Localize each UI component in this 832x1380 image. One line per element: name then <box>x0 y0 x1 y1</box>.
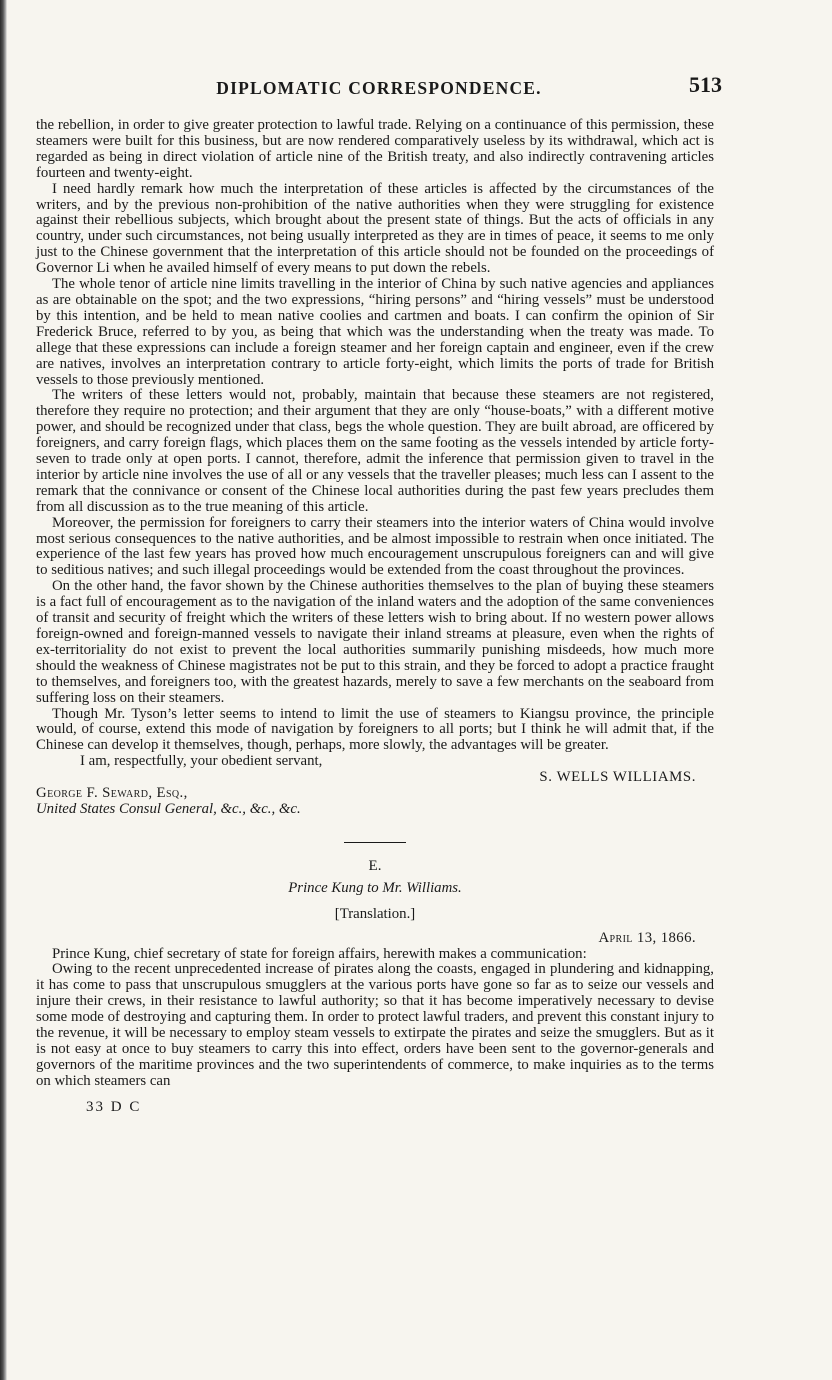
addressee-title: United States Consul General, &c., &c., &c. <box>36 800 301 817</box>
translation-note: [Translation.] <box>334 905 416 922</box>
paragraph: Though Mr. Tyson’s letter seems to intend to limit the use of steamers to Kiangsu province, the principle would, of course, extend this mode of navigation by foreigners to all ports; but I think he will admit that, if the Chinese can develop it themselves, though, perhaps, more slowly, the advantages will be greater. <box>36 705 714 754</box>
section-heading: Prince Kung to Mr. Williams. <box>288 879 462 896</box>
paragraph: Prince Kung, chief secretary of state for foreign affairs, herewith makes a communication: <box>52 945 587 962</box>
printer-signature-mark: 33 D C <box>86 1098 142 1115</box>
page-spine-shadow <box>0 0 7 1380</box>
letter-date: April 13, 1866. <box>598 929 696 946</box>
page-number: 513 <box>689 72 722 97</box>
paragraph: the rebellion, in order to give greater protection to lawful trade. Relying on a continuance of this permission, these steamers were built for this business, but are now rendered comparatively useless by its withdrawal, which act is regarded as being in direct violation of article nine of the British treaty, and also indirectly contravening articles fourteen and twenty-eight. <box>36 117 714 181</box>
body-text <box>36 118 714 1116</box>
addressee-name: George F. Seward, Esq., <box>36 785 188 802</box>
paragraph: Moreover, the permission for foreigners to carry their steamers into the interior waters of China would involve most serious consequences to the native authorities, and be almost impossible to restrain when once initiated. The experience of the last few years has proved how much encouragement unscrupulous foreigners can and will give to seditious natives; and such illegal proceedings would be extended from the coast throughout the provinces. <box>36 514 714 579</box>
paragraph: I need hardly remark how much the interpretation of these articles is affected by the circumstances of the writers, and by the previous non-prohibition of the native authorities when they were struggling for existence against their rebellious subjects, which brought about the present state of things. But the acts of officials in any country, under such circumstances, not being usually interpreted as they are in times of peace, it seems to me only just to the Chinese government that the interpretation of this article should not be founded on the proceedings of Governor Li when he availed himself of every means to put down the rebels. <box>36 180 714 277</box>
section-letter: E. <box>368 857 382 874</box>
page-header <box>36 72 722 102</box>
section-divider <box>344 842 406 843</box>
closing-line: I am, respectfully, your obedient servant, <box>80 753 323 770</box>
running-title: DIPLOMATIC CORRESPONDENCE. <box>216 78 542 98</box>
paragraph: The whole tenor of article nine limits travelling in the interior of China by such native agencies and appliances as are obtainable on the spot; and the two expressions, “hiring persons” and “hiring vessels” must be understood by this intention, and be held to mean native coolies and cartmen and boats. I can confirm the opinion of Sir Frederick Bruce, referred to by you, as being that which was the understanding when the treaty was made. To allege that these expressions can include a foreign steamer and her foreign captain and engineer, even if the crew are natives, involves an interpretation contrary to article forty-eight, which limits the ports of trade for British vessels to those previously mentioned. <box>36 276 714 388</box>
paragraph: Owing to the recent unprecedented increase of pirates along the coasts, engaged in plundering and kidnapping, it has come to pass that unscrupulous smugglers at the various ports have gone so far as to seize our vessels and injure their crews, in their resistance to lawful authority; so that it has become imperatively necessary to devise some mode of destroying and capturing them. In order to protect lawful traders, and prevent this constant injury to the revenue, it will be necessary to employ steam vessels to extirpate the pirates and seize the smugglers. But as it is not easy at once to buy steamers to carry this into effect, orders have been sent to the governor-generals and governors of the maritime provinces and the two superintendents of commerce, to make inquiries as to the terms on which steamers can <box>36 961 714 1089</box>
paragraph: On the other hand, the favor shown by the Chinese authorities themselves to the plan of buying these steamers is a fact full of encouragement as to the navigation of the inland waters and the adoption of the same conveniences of transit and security of freight which the writers of these letters wish to bring about. If no western power allows foreign-owned and foreign-manned vessels to navigate their inland streams at pleasure, even when the rights of ex-territoriality do not exist to prevent the local authorities summarily punishing misdeeds, how much more should the weakness of Chinese magistrates not be put to this strain, and they be forced to adopt a practice fraught to themselves, and foreigners too, with the greatest hazards, merely to save a few merchants on the seaboard from suffering loss on their steamers. <box>36 578 714 706</box>
signature: S. WELLS WILLIAMS. <box>539 769 696 786</box>
paragraph: The writers of these letters would not, probably, maintain that because these steamers are not registered, therefore they require no protection; and their argument that they are only “house-boats,” with a different motive power, and should be recognized under that class, begs the whole question. They are built abroad, are officered by foreigners, and carry foreign flags, which places them on the same footing as the vessels intended by article forty-seven to trade only at open ports. I cannot, therefore, admit the inference that permission given to travel in the interior by article nine involves the use of all or any vessels that the traveller pleases; much less can I assent to the remark that the connivance or consent of the Chinese local authorities during the past few years precludes them from all discussion as to the true meaning of this article. <box>36 387 714 515</box>
